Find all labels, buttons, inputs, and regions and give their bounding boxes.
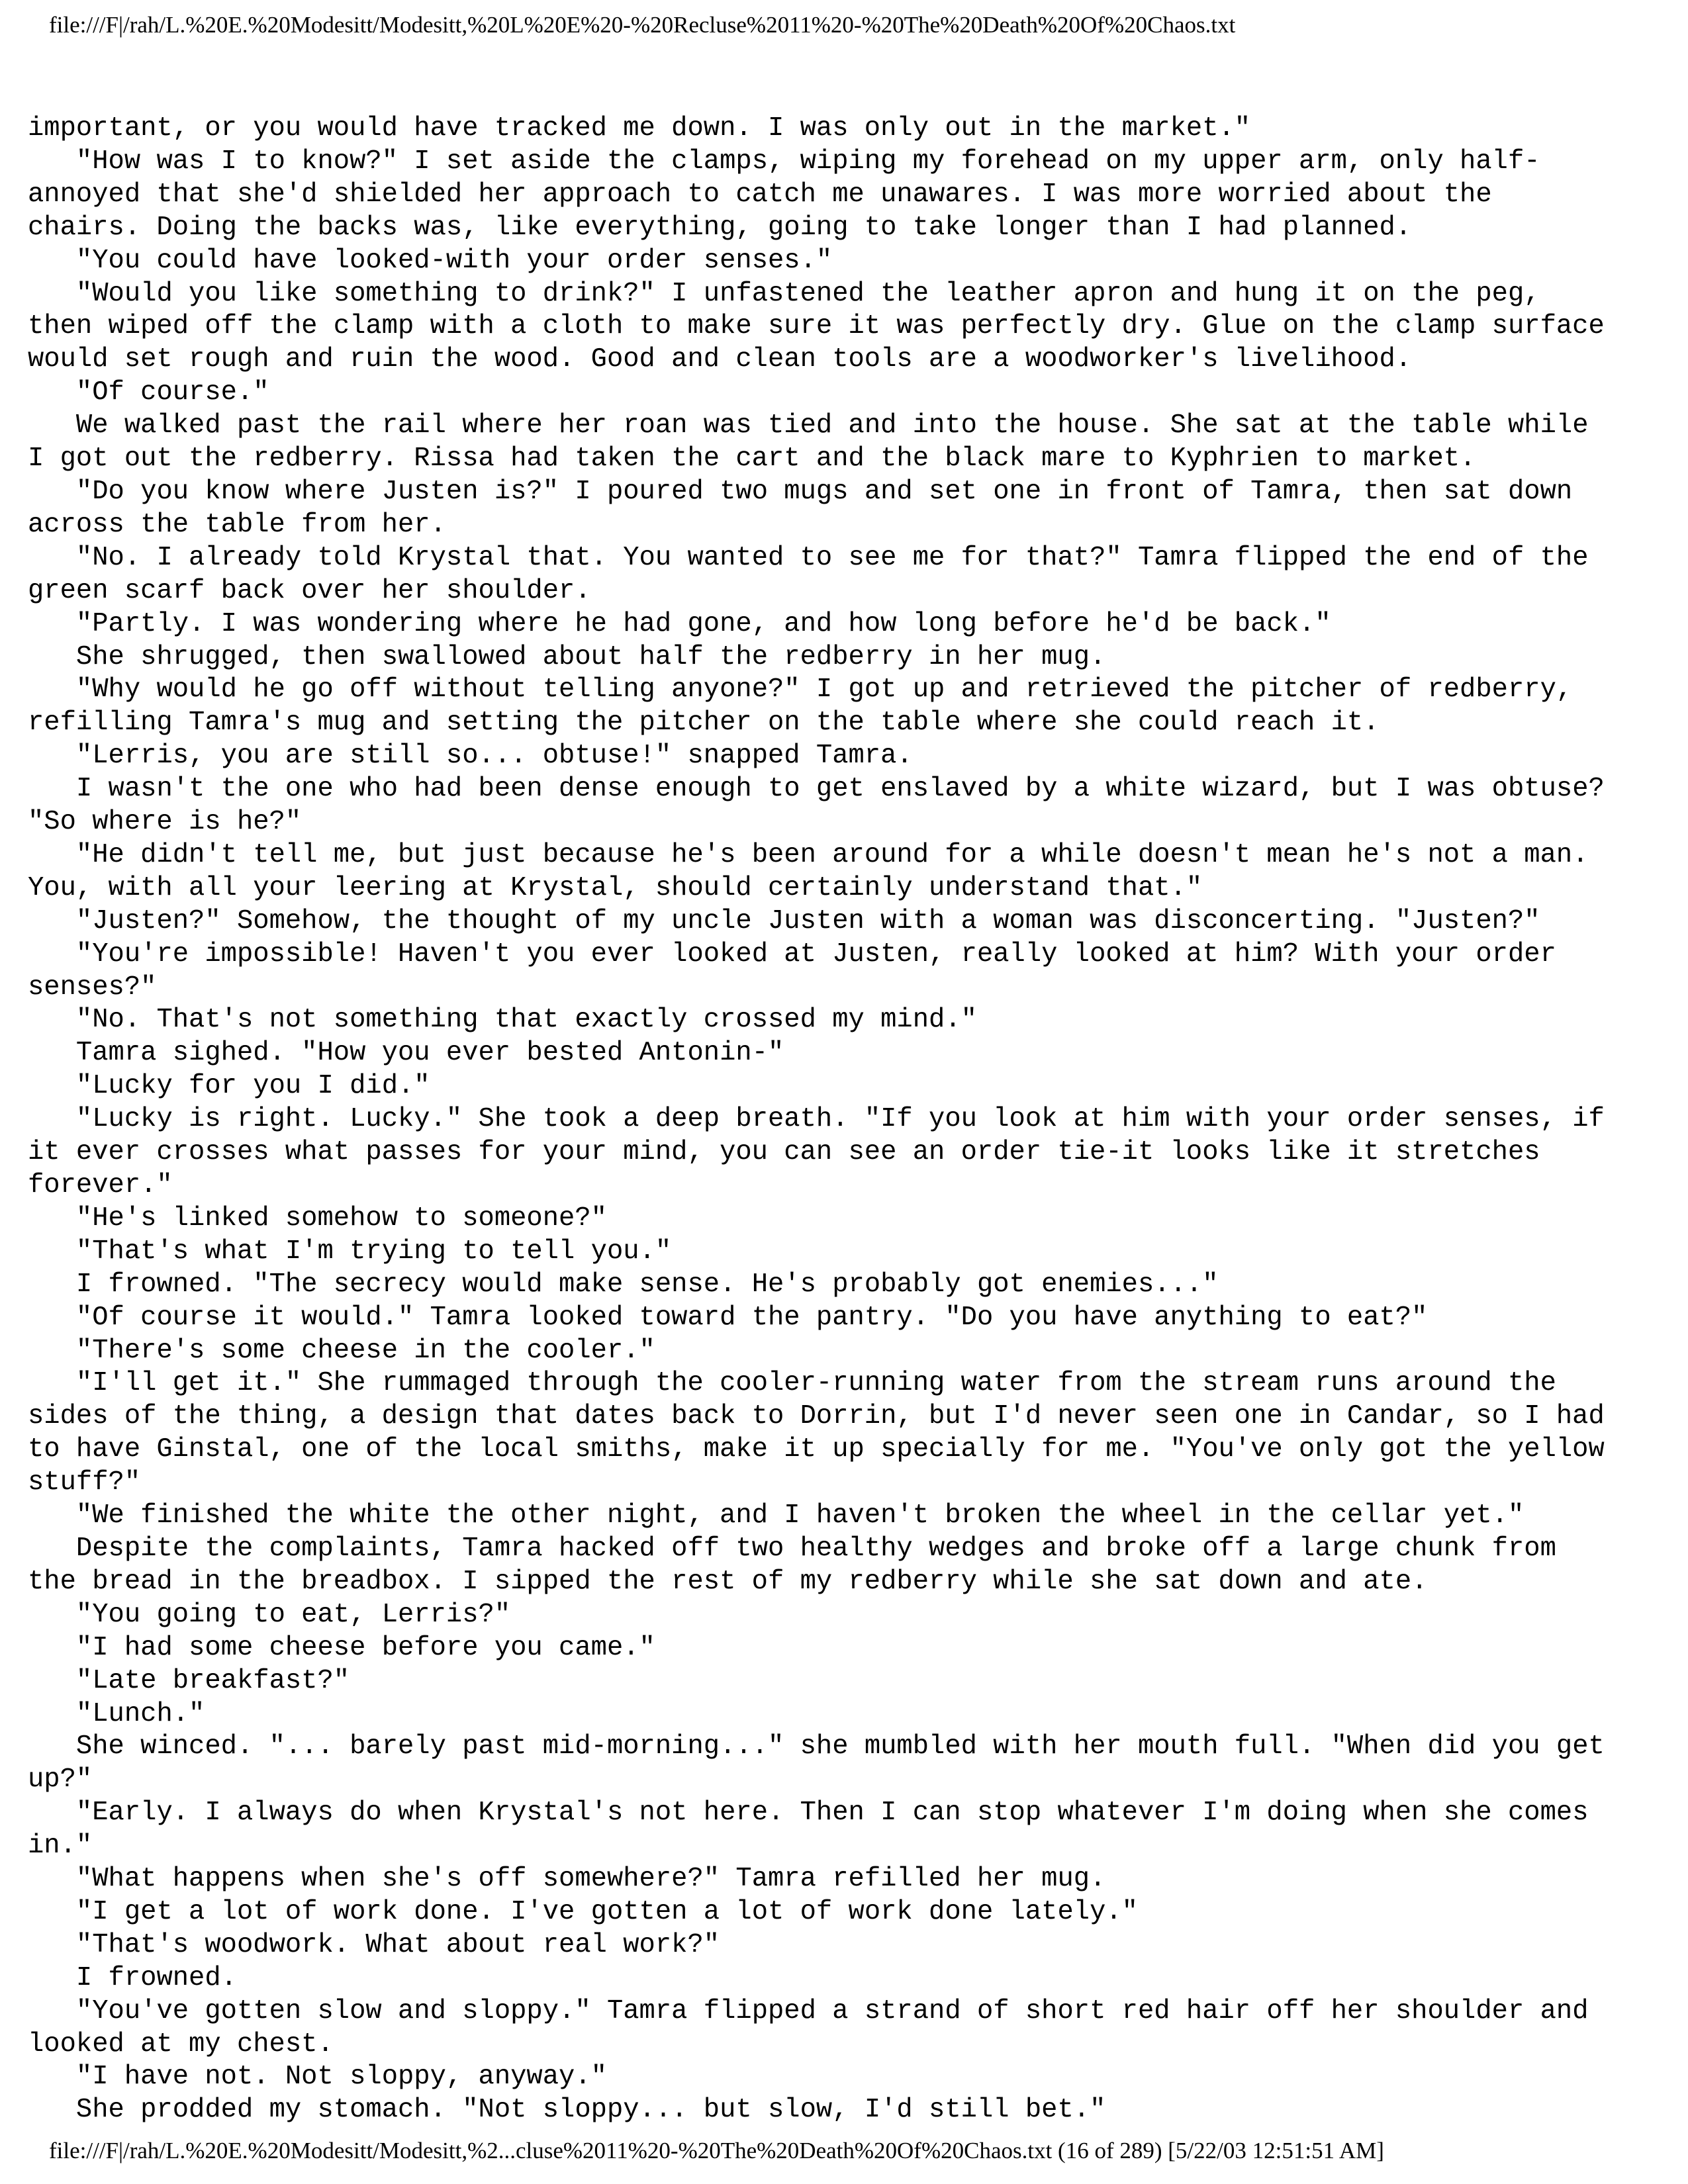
text-line: "I had some cheese before you came.": [28, 1632, 655, 1663]
text-line: stuff?": [28, 1467, 141, 1498]
text-line: "No. I already told Krystal that. You wanted to see me for that?" Tamra flipped the end of the: [28, 542, 1589, 573]
text-line: "Lucky is right. Lucky." She took a deep breath. "If you look at him with your order senses, if: [28, 1104, 1605, 1135]
text-line: up?": [28, 1764, 93, 1796]
text-line: She shrugged, then swallowed about half the redberry in her mug.: [28, 641, 1106, 672]
text-line: to have Ginstal, one of the local smiths, make it up specially for me. "You've only got the yellow: [28, 1434, 1605, 1465]
text-line: then wiped off the clamp with a cloth to make sure it was perfectly dry. Glue on the clamp surface: [28, 311, 1605, 342]
text-line: "You've gotten slow and sloppy." Tamra flipped a strand of short red hair off her shoulder and: [28, 1995, 1589, 2026]
document-body: [28, 113, 1669, 2127]
text-line: refilling Tamra's mug and setting the pitcher on the table where she could reach it.: [28, 707, 1380, 739]
text-line: "Of course.": [28, 377, 269, 408]
text-line: I wasn't the one who had been dense enough to get enslaved by a white wizard, but I was obtuse?: [28, 774, 1605, 805]
text-line: "No. That's not something that exactly crossed my mind.": [28, 1005, 977, 1036]
text-line: I got out the redberry. Rissa had taken the cart and the black mare to Kyphrien to market.: [28, 443, 1476, 475]
text-line: "That's woodwork. What about real work?": [28, 1929, 720, 1960]
text-line: "That's what I'm trying to tell you.": [28, 1236, 672, 1267]
text-line: chairs. Doing the backs was, like everything, going to take longer than I had planned.: [28, 212, 1412, 243]
text-line: "Lerris, you are still so... obtuse!" snapped Tamra.: [28, 741, 913, 772]
text-line: "I'll get it." She rummaged through the cooler-running water from the stream runs around the: [28, 1368, 1556, 1399]
text-line: "How was I to know?" I set aside the clamps, wiping my forehead on my upper arm, only half-: [28, 146, 1540, 177]
footer-file-path: file:///F|/rah/L.%20E.%20Modesitt/Modesitt,%2...cluse%2011%20-%20The%20Death%20Of%20Chaos.txt (16 of 289) [5/22/03 12:51:51 AM]: [49, 2138, 1384, 2163]
text-line: You, with all your leering at Krystal, should certainly understand that.": [28, 872, 1203, 903]
text-line: "Do you know where Justen is?" I poured two mugs and set one in front of Tamra, then sat down: [28, 476, 1573, 507]
text-line: annoyed that she'd shielded her approach to catch me unawares. I was more worried about the: [28, 179, 1492, 210]
text-line: "There's some cheese in the cooler.": [28, 1335, 655, 1366]
text-line: "You could have looked-with your order senses.": [28, 245, 833, 276]
text-line: across the table from her.: [28, 509, 446, 540]
text-line: She prodded my stomach. "Not sloppy... but slow, I'd still bet.": [28, 2095, 1106, 2126]
text-line: We walked past the rail where her roan was tied and into the house. She sat at the table while: [28, 410, 1589, 441]
text-line: "Lucky for you I did.": [28, 1071, 430, 1102]
text-line: "You're impossible! Haven't you ever looked at Justen, really looked at him? With your order: [28, 938, 1556, 970]
text-line: "We finished the white the other night, and I haven't broken the wheel in the cellar yet.": [28, 1500, 1524, 1531]
text-line: looked at my chest.: [28, 2028, 334, 2060]
text-line: the bread in the breadbox. I sipped the rest of my redberry while she sat down and ate.: [28, 1566, 1428, 1597]
text-line: would set rough and ruin the wood. Good and clean tools are a woodworker's livelihood.: [28, 344, 1412, 375]
text-line: it ever crosses what passes for your mind, you can see an order tie-it looks like it stretches: [28, 1137, 1540, 1168]
text-line: Despite the complaints, Tamra hacked off two healthy wedges and broke off a large chunk from: [28, 1533, 1556, 1564]
text-line: forever.": [28, 1170, 173, 1201]
text-line: "Lunch.": [28, 1698, 205, 1729]
text-line: "He didn't tell me, but just because he's been around for a while doesn't mean he's not a man.: [28, 839, 1589, 870]
text-line: "Why would he go off without telling anyone?" I got up and retrieved the pitcher of redberry,: [28, 674, 1573, 705]
text-line: "Late breakfast?": [28, 1665, 350, 1696]
text-line: "So where is he?": [28, 807, 302, 838]
text-line: green scarf back over her shoulder.: [28, 575, 591, 606]
text-line: sides of the thing, a design that dates back to Dorrin, but I'd never seen one in Candar, so I had: [28, 1401, 1605, 1432]
text-line: She winced. "... barely past mid-morning..." she mumbled with her mouth full. "When did you get: [28, 1731, 1605, 1762]
text-line: "Early. I always do when Krystal's not here. Then I can stop whatever I'm doing when she comes: [28, 1797, 1589, 1829]
text-line: I frowned. "The secrecy would make sense. He's probably got enemies...": [28, 1269, 1219, 1300]
text-line: "Of course it would." Tamra looked toward the pantry. "Do you have anything to eat?": [28, 1302, 1428, 1333]
text-line: "I get a lot of work done. I've gotten a lot of work done lately.": [28, 1896, 1138, 1927]
text-line: "He's linked somehow to someone?": [28, 1203, 607, 1234]
text-line: Tamra sighed. "How you ever bested Antonin-": [28, 1038, 784, 1069]
text-line: "Justen?" Somehow, the thought of my uncle Justen with a woman was disconcerting. "Justen?": [28, 905, 1540, 936]
text-line: in.": [28, 1831, 93, 1862]
text-line: "Partly. I was wondering where he had gone, and how long before he'd be back.": [28, 608, 1331, 639]
text-line: important, or you would have tracked me down. I was only out in the market.": [28, 113, 1251, 144]
text-line: "What happens when she's off somewhere?" Tamra refilled her mug.: [28, 1864, 1106, 1895]
text-line: I frowned.: [28, 1962, 237, 1993]
text-line: "I have not. Not sloppy, anyway.": [28, 2062, 607, 2093]
text-line: "You going to eat, Lerris?": [28, 1599, 511, 1630]
header-file-path: file:///F|/rah/L.%20E.%20Modesitt/Modesitt,%20L%20E%20-%20Recluse%2011%20-%20The%20Death%20Of%20Chaos.txt: [49, 12, 1236, 38]
text-line: "Would you like something to drink?" I unfastened the leather apron and hung it on the peg,: [28, 278, 1540, 309]
text-line: senses?": [28, 972, 157, 1003]
